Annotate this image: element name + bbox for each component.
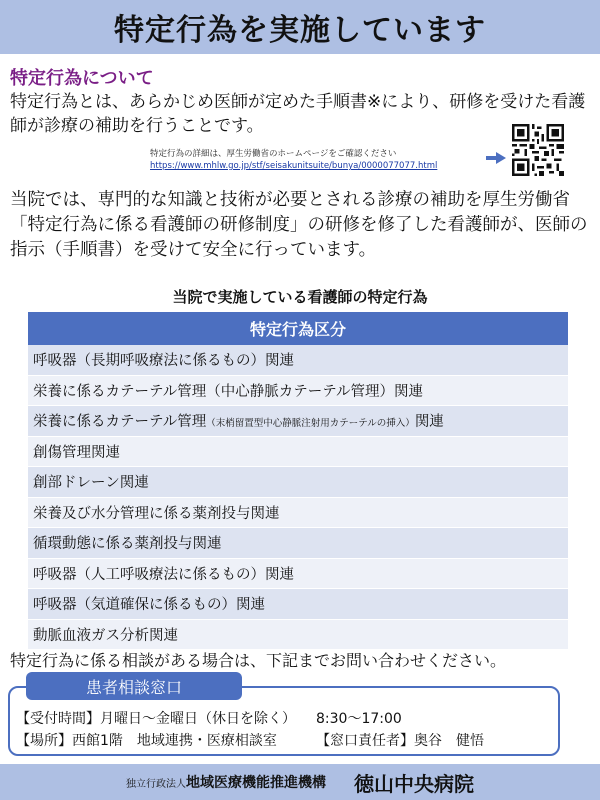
table-row: [28, 375, 568, 406]
hours-value: 8:30～17:00: [316, 711, 402, 727]
page-title: 特定行為を実施しています: [114, 13, 486, 48]
table-row: [28, 589, 568, 620]
row-label-tail: 関連: [414, 414, 444, 431]
table-row: [28, 528, 568, 559]
contact-place: [16, 730, 484, 750]
specified-acts-table: [28, 312, 568, 650]
org-name: 地域医療機能推進機構: [186, 775, 326, 791]
row-label: 創傷管理関連: [33, 444, 120, 461]
row-label: 栄養に係るカテーテル管理: [33, 414, 207, 431]
table-row: [28, 467, 568, 498]
detail-note-text: 特定行為の詳細は、厚生労働省のホームページをご確認ください: [150, 149, 397, 159]
table-row: [28, 436, 568, 467]
table-row: [28, 619, 568, 650]
table-row: [28, 345, 568, 375]
contact-tab: 患者相談窓口: [26, 672, 242, 700]
row-label: 創部ドレーン関連: [33, 475, 149, 492]
arrow-right-icon: [486, 152, 506, 164]
row-label: 呼吸器（長期呼吸療法に係るもの）関連: [33, 353, 294, 370]
row-label: 循環動態に係る薬剤投与関連: [33, 536, 222, 553]
about-body: 特定行為とは、あらかじめ医師が定めた手順書※により、研修を受けた看護師が診療の補助を行うことです。: [10, 92, 586, 136]
header-banner: [0, 0, 600, 54]
table-row: [28, 558, 568, 589]
contact-notice: 特定行為に係る相談がある場合は、下記までお問い合わせください。: [10, 651, 507, 670]
table-row: [28, 406, 568, 437]
row-label: 栄養に係るカテーテル管理（中心静脈カテーテル管理）関連: [33, 383, 424, 400]
row-label: 栄養及び水分管理に係る薬剤投与関連: [33, 505, 280, 522]
hours-label: 【受付時間】月曜日～金曜日（休日を除く）: [16, 711, 296, 727]
footer-banner: [0, 764, 600, 800]
contact-hours: [16, 708, 402, 728]
about-heading: 特定行為について: [10, 68, 154, 89]
table-caption: 当院で実施している看護師の特定行為: [172, 288, 428, 306]
qr-code-icon[interactable]: [512, 124, 564, 176]
hospital-statement: 当院では、専門的な知識と技術が必要とされる診療の補助を厚生労働省「特定行為に係る看護師の研修制度」の研修を修了した看護師が、医師の指示（手順書）を受けて安全に行っています。: [10, 190, 588, 260]
hospital-name: 徳山中央病院: [354, 771, 474, 796]
manager-label: 【窓口責任者】奥谷 健悟: [316, 733, 484, 749]
row-label-note: （末梢留置型中心静脈注射用カテーテルの挿入）: [206, 418, 415, 430]
place-label: 【場所】西館1階 地域連携・医療相談室: [16, 733, 277, 749]
row-label: 呼吸器（気道確保に係るもの）関連: [33, 597, 265, 614]
table-row: [28, 497, 568, 528]
row-label: 呼吸器（人工呼吸療法に係るもの）関連: [33, 566, 294, 583]
org-prefix: 独立行政法人: [126, 778, 186, 790]
detail-note: [150, 148, 437, 172]
table-header: 特定行為区分: [28, 312, 568, 345]
row-label: 動脈血液ガス分析関連: [33, 627, 178, 644]
mhlw-link[interactable]: https://www.mhlw.go.jp/stf/seisakunitsuite/bunya/0000077077.html: [150, 161, 438, 171]
